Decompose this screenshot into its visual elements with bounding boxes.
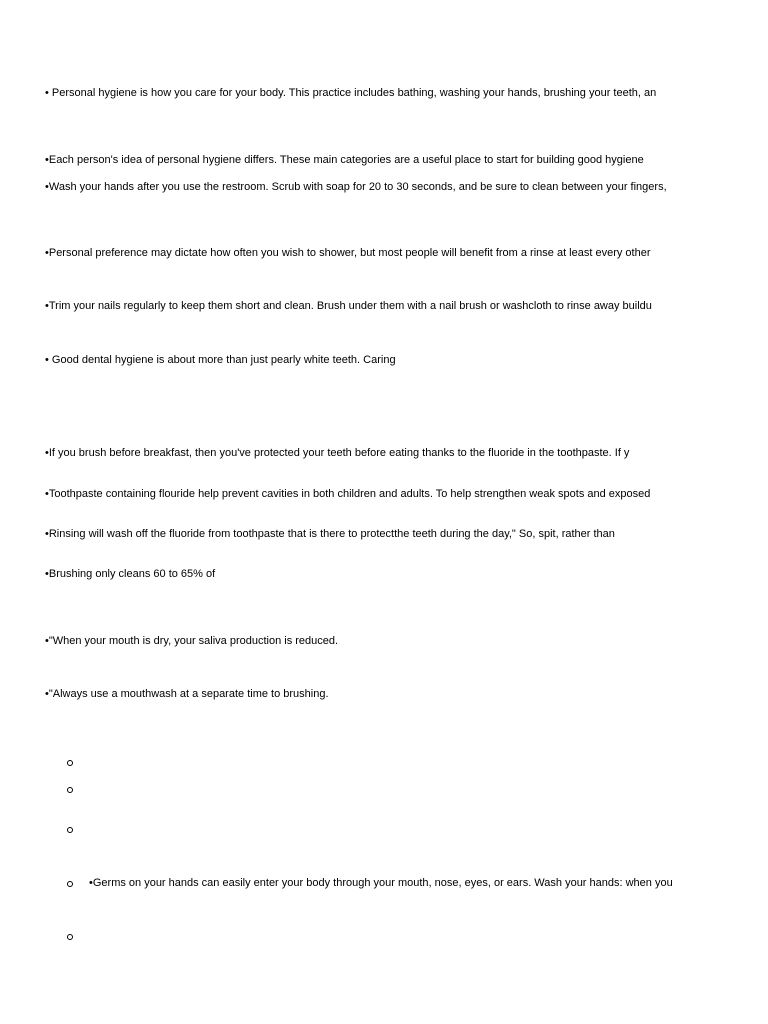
paragraph-dental-hygiene: • Good dental hygiene is about more than just pearly white teeth. Caring: [45, 354, 396, 366]
paragraph-fluoride-toothpaste: •Toothpaste containing flouride help prevent cavities in both children and adults. To help strengthen weak spots and exposed: [45, 488, 651, 500]
list-bullet-circle: [67, 827, 73, 833]
paragraph-dry-mouth: •"When your mouth is dry, your saliva production is reduced.: [45, 635, 339, 647]
paragraph-shower: •Personal preference may dictate how often you wish to shower, but most people will benefit from a rinse at least every other: [45, 247, 651, 259]
list-bullet-circle: [67, 760, 73, 766]
list-bullet-circle: [67, 881, 73, 887]
paragraph-brushing-cleans: •Brushing only cleans 60 to 65% of: [45, 568, 216, 580]
paragraph-mouthwash: •"Always use a mouthwash at a separate time to brushing.: [45, 688, 329, 700]
paragraph-rinsing: •Rinsing will wash off the fluoride from toothpaste that is there to protectthe teeth during the day," So, spit, rather than: [45, 528, 615, 540]
paragraph-hygiene-categories: •Each person's idea of personal hygiene differs. These main categories are a useful place to start for building good hygiene: [45, 154, 644, 166]
paragraph-wash-hands: •Wash your hands after you use the restroom. Scrub with soap for 20 to 30 seconds, and be sure to clean between your fingers,: [45, 181, 667, 193]
list-bullet-circle: [67, 787, 73, 793]
paragraph-brush-before-breakfast: •If you brush before breakfast, then you've protected your teeth before eating thanks to the fluoride in the toothpaste. If y: [45, 447, 630, 459]
sub-list-item-germs: •Germs on your hands can easily enter your body through your mouth, nose, eyes, or ears. Wash your hands: when you: [89, 877, 673, 889]
list-bullet-circle: [67, 934, 73, 940]
paragraph-hygiene-definition: • Personal hygiene is how you care for your body. This practice includes bathing, washing your hands, brushing your teeth, an: [45, 87, 657, 99]
paragraph-nails: •Trim your nails regularly to keep them short and clean. Brush under them with a nail brush or washcloth to rinse away buildu: [45, 300, 652, 312]
